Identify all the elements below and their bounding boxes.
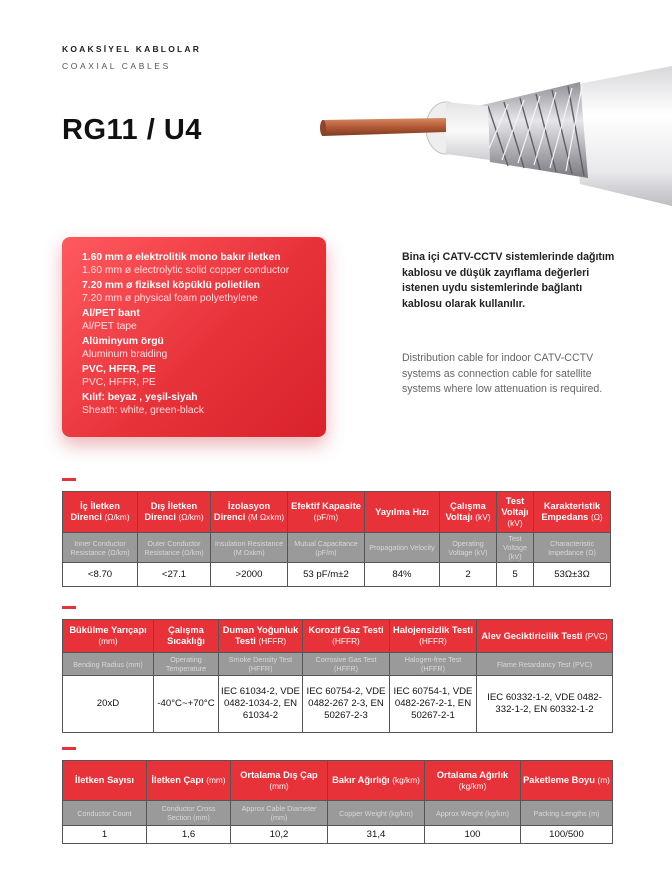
column-header: İletken Çapı (mm) <box>147 761 231 801</box>
table-row <box>63 826 613 844</box>
cable-braid <box>478 82 588 178</box>
column-header: İzolasyon Direnci (M Ωxkm) <box>211 492 288 533</box>
spec-item-tr: Alüminyum örgü <box>82 336 164 347</box>
description-en: Distribution cable for indoor CATV-CCTV systems as connection cable for satellite systems where low attenuation is required. <box>402 352 603 395</box>
category-label-tr: KOAKSİYEL KABLOLAR <box>62 44 202 54</box>
column-header: Efektif Kapasite (pF/m) <box>288 492 365 533</box>
description-tr: Bina içi CATV-CCTV sistemlerinde dağıtım kablosu ve düşük zayıflama değerleri istenen uydu sistemlerinde bağlantı kablosu olarak kullanılır. <box>402 251 615 310</box>
column-subheader: Approx Weight (kg/km) <box>425 801 521 826</box>
table-row <box>63 676 613 733</box>
table-cell: 2 <box>440 563 497 587</box>
spec-item <box>82 363 308 389</box>
table-cell: <27.1 <box>138 563 211 587</box>
column-subheader: Test Voltage (kV) <box>497 533 534 563</box>
column-header: Bakır Ağırlığı (kg/km) <box>328 761 425 801</box>
table-cell: 5 <box>497 563 534 587</box>
table-header-row <box>63 492 611 533</box>
column-subheader: Propagation Velocity <box>365 533 440 563</box>
table-cell: 100 <box>425 826 521 844</box>
table-cell: 53Ω±3Ω <box>534 563 611 587</box>
column-subheader: Characteristic Impedance (Ω) <box>534 533 611 563</box>
column-subheader: Approx Cable Diameter (mm) <box>231 801 328 826</box>
column-header: Ortalama Dış Çap (mm) <box>231 761 328 801</box>
test-specs-table <box>62 619 613 733</box>
spec-item-tr: 7.20 mm ø fiziksel köpüklü polietilen <box>82 280 260 291</box>
column-header: Ortalama Ağırlık (kg/km) <box>425 761 521 801</box>
table-row <box>63 563 611 587</box>
table-header-row <box>63 620 613 653</box>
spec-item <box>82 307 308 333</box>
column-header: Halojensizlik Testi (HFFR) <box>390 620 477 653</box>
table-cell: IEC 60332-1-2, VDE 0482-332-1-2, EN 60332-1-2 <box>477 676 613 733</box>
column-subheader: Halogen-free Test (HFFR) <box>390 653 477 676</box>
cable-illustration <box>318 66 672 206</box>
column-header: İç İletken Direnci (Ω/km) <box>63 492 138 533</box>
spec-item-en: Al/PET tape <box>82 321 137 332</box>
spec-item-en: 1.60 mm ø electrolytic solid copper conductor <box>82 265 290 276</box>
category-label-en: COAXIAL CABLES <box>62 61 171 71</box>
table-cell: 53 pF/m±2 <box>288 563 365 587</box>
column-header: Yayılma Hızı <box>365 492 440 533</box>
column-subheader: Bending Radius (mm) <box>63 653 154 676</box>
column-subheader: Corrosive Gas Test (HFFR) <box>303 653 390 676</box>
table-cell: -40°C~+70°C <box>154 676 219 733</box>
table-subheader-row <box>63 801 613 826</box>
table-cell: 31,4 <box>328 826 425 844</box>
column-subheader: Copper Weight (kg/km) <box>328 801 425 826</box>
spec-item-tr: Al/PET bant <box>82 308 140 319</box>
column-subheader: Outer Conductor Resistance (Ω/km) <box>138 533 211 563</box>
spec-item-en: 7.20 mm ø physical foam polyethylene <box>82 293 258 304</box>
column-subheader: Operating Temperature <box>154 653 219 676</box>
table-cell: IEC 60754-2, VDE 0482-267 2-3, EN 50267-2-3 <box>303 676 390 733</box>
section-marker <box>62 606 76 609</box>
column-header: Bükülme Yarıçapı (mm) <box>63 620 154 653</box>
table-cell: 1 <box>63 826 147 844</box>
table-cell: IEC 61034-2, VDE 0482-1034-2, EN 61034-2 <box>219 676 303 733</box>
column-subheader: Packing Lengths (m) <box>521 801 613 826</box>
column-header: Çalışma Sıcaklığı <box>154 620 219 653</box>
table-cell: 84% <box>365 563 440 587</box>
column-header: Duman Yoğunluk Testi (HFFR) <box>219 620 303 653</box>
table-cell: 100/500 <box>521 826 613 844</box>
column-subheader: Smoke Density Test (HFFR) <box>219 653 303 676</box>
column-subheader: Flame Retardancy Test (PVC) <box>477 653 613 676</box>
column-subheader: Operating Voltage (kV) <box>440 533 497 563</box>
spec-item-en: Aluminum braiding <box>82 349 168 360</box>
column-subheader: Inner Conductor Resistance (Ω/km) <box>63 533 138 563</box>
spec-item-tr: Kılıf: beyaz , yeşil-siyah <box>82 392 198 403</box>
table-cell: 20xD <box>63 676 154 733</box>
column-header: Dış İletken Direnci (Ω/km) <box>138 492 211 533</box>
electrical-specs-table <box>62 491 611 587</box>
column-header: Test Voltajı (kV) <box>497 492 534 533</box>
table-header-row <box>63 761 613 801</box>
table-subheader-row <box>63 533 611 563</box>
column-header: Çalışma Voltajı (kV) <box>440 492 497 533</box>
column-subheader: Conductor Count <box>63 801 147 826</box>
construction-card <box>62 237 326 437</box>
spec-item <box>82 251 308 277</box>
column-header: Alev Geciktiricilik Testi (PVC) <box>477 620 613 653</box>
spec-item-en: PVC, HFFR, PE <box>82 377 156 388</box>
column-subheader: Mutual Capacitance (pF/m) <box>288 533 365 563</box>
table-cell: 10,2 <box>231 826 328 844</box>
table-cell: >2000 <box>211 563 288 587</box>
product-title: RG11 / U4 <box>62 114 202 146</box>
spec-item-tr: 1.60 mm ø elektrolitik mono bakır iletken <box>82 252 281 263</box>
column-subheader: Insulation Resistance (M Ωxkm) <box>211 533 288 563</box>
column-header: Korozif Gaz Testi (HFFR) <box>303 620 390 653</box>
column-header: Karakteristik Empedans (Ω) <box>534 492 611 533</box>
column-header: İletken Sayısı <box>63 761 147 801</box>
spec-item-en: Sheath: white, green-black <box>82 405 204 416</box>
table-cell: 1,6 <box>147 826 231 844</box>
table-cell: IEC 60754-1, VDE 0482-267-2-1, EN 50267-2-1 <box>390 676 477 733</box>
physical-specs-table <box>62 760 613 844</box>
spec-item-tr: PVC, HFFR, PE <box>82 364 156 375</box>
section-marker <box>62 747 76 750</box>
column-header: Paketleme Boyu (m) <box>521 761 613 801</box>
table-cell: <8.70 <box>63 563 138 587</box>
spec-item <box>82 391 308 417</box>
section-marker <box>62 478 76 481</box>
table-subheader-row <box>63 653 613 676</box>
spec-item <box>82 279 308 305</box>
column-subheader: Conductor Cross Section (mm) <box>147 801 231 826</box>
spec-item <box>82 335 308 361</box>
